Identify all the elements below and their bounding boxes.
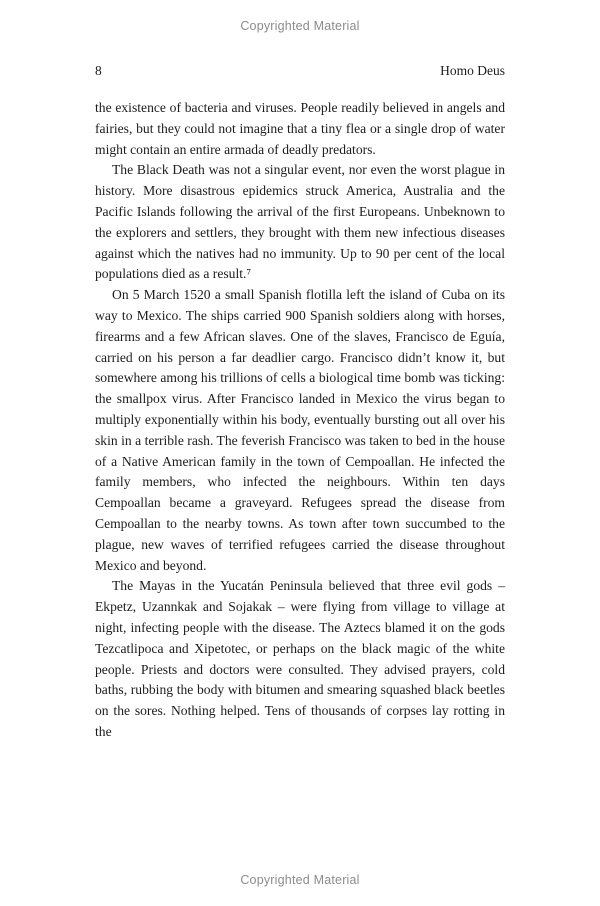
book-title: Homo Deus xyxy=(440,63,505,78)
copyright-notice-top: Copyrighted Material xyxy=(240,19,360,33)
body-text xyxy=(95,98,505,743)
paragraph: the existence of bacteria and viruses. People readily believed in angels and fairies, but they could not imagine that a tiny flea or a single drop of water might contain an entire armada of deadly predators. xyxy=(95,100,505,157)
running-header xyxy=(95,63,505,79)
copyright-notice-bottom: Copyrighted Material xyxy=(240,873,360,887)
paragraph: The Mayas in the Yucatán Peninsula believed that three evil gods – Ekpetz, Uzannkak and Sojakak – were flying from village to village at night, infecting people with the disease. The Aztecs blamed it on the gods Tezcatlipoca and Xipetotec, or perhaps on the black magic of the white people. Priests and doctors were consulted. They advised prayers, cold baths, rubbing the body with bitumen and smearing squashed black beetles on the sores. Nothing helped. Tens of thousands of corpses lay rotting in the xyxy=(95,578,505,739)
paragraph: On 5 March 1520 a small Spanish flotilla left the island of Cuba on its way to Mexico. The ships carried 900 Spanish soldiers along with horses, firearms and a few African slaves. One of the slaves, Francisco de Eguía, carried on his person a far deadlier cargo. Francisco didn’t know it, but somewhere among his trillions of cells a biological time bomb was ticking: the smallpox virus. After Francisco landed in Mexico the virus began to multiply exponentially within his body, eventually bursting out all over his skin in a terrible rash. The feverish Francisco was taken to bed in the house of a Native American family in the town of Cempoallan. He infected the family members, who infected the neighbours. Within ten days Cempoallan became a graveyard. Refugees spread the disease from Cempoallan to the nearby towns. As town after town succumbed to the plague, new waves of terrified refugees carried the disease throughout Mexico and beyond. xyxy=(95,287,505,573)
paragraph: The Black Death was not a singular event, nor even the worst plague in history. More disastrous epidemics struck America, Australia and the Pacific Islands following the arrival of the first Europeans. Unbeknown to the explorers and settlers, they brought with them new infectious diseases against which the natives had no immunity. Up to 90 per cent of the local populations died as a result.⁷ xyxy=(95,162,505,282)
page-number: 8 xyxy=(95,63,102,78)
